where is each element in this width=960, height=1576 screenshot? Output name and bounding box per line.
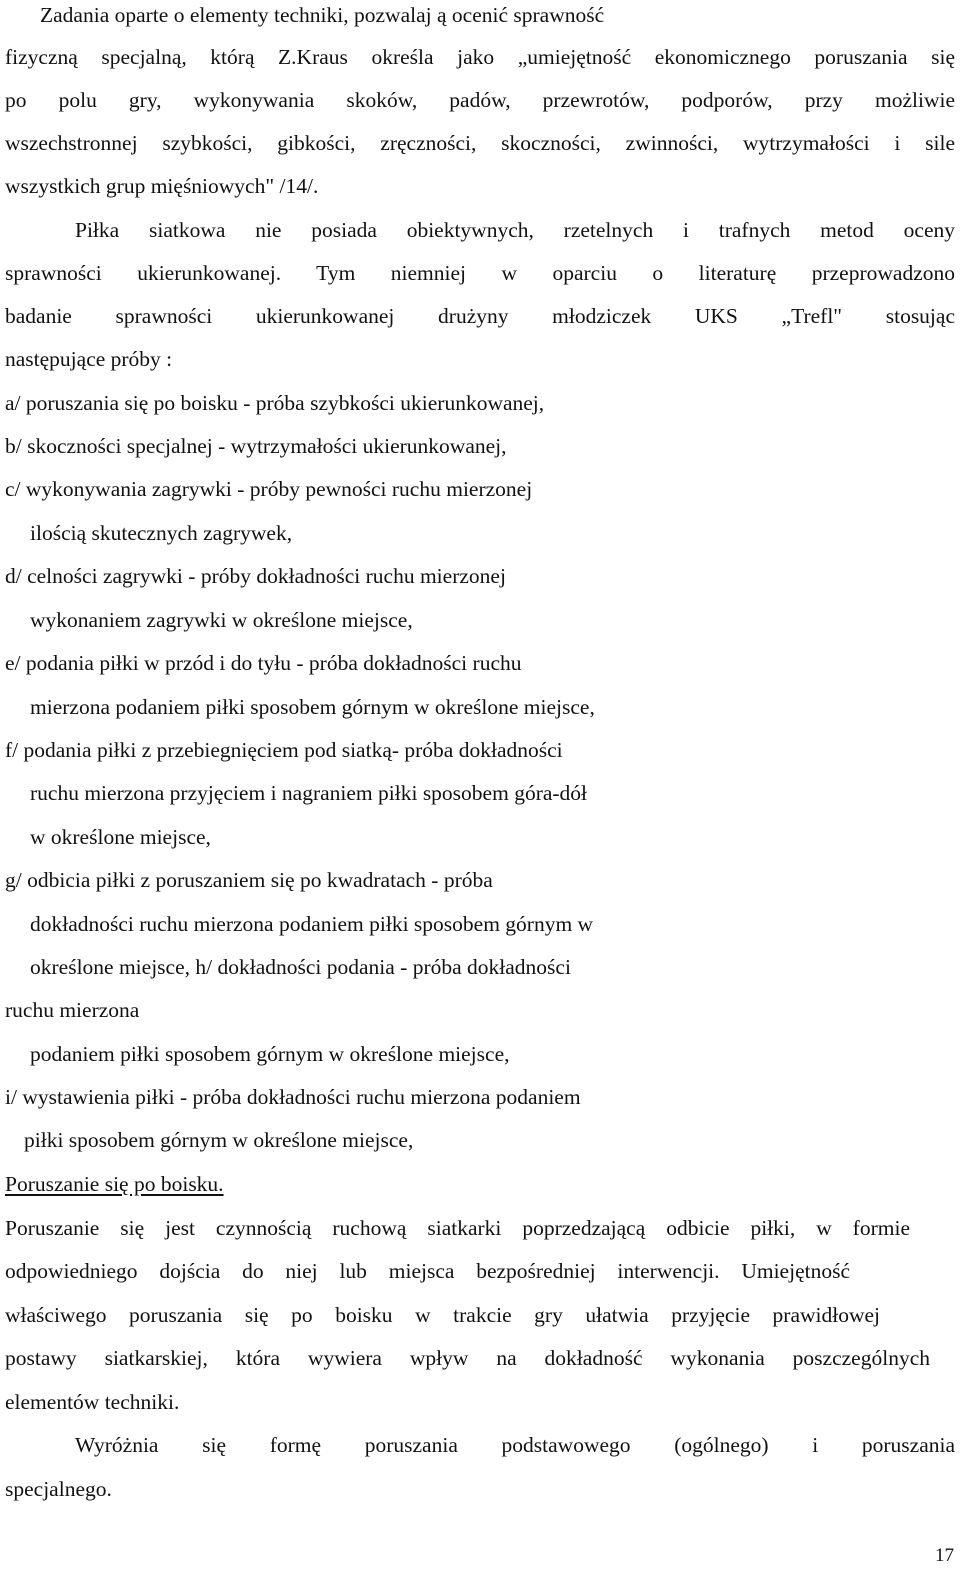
- text-line: c/ wykonywania zagrywki - próby pewności ruchu mierzonej: [5, 477, 533, 501]
- text-line: dokładności ruchu mierzona podaniem piłki sposobem górnym w: [30, 912, 594, 936]
- text-line: właściwego poruszania się po boisku w trakcie gry ułatwia przyjęcie prawidłowej: [5, 1303, 880, 1327]
- text-line: d/ celności zagrywki - próby dokładności ruchu mierzonej: [5, 564, 506, 588]
- text-line: określone miejsce, h/ dokładności podania - próba dokładności: [30, 955, 571, 979]
- text-line: wszystkich grup mięśniowych" /14/.: [5, 174, 319, 198]
- text-line: ilością skutecznych zagrywek,: [30, 521, 293, 545]
- text-line: ruchu mierzona: [5, 998, 140, 1022]
- text-line: Piłka siatkowa nie posiada obiektywnych, rzetelnych i trafnych metod oceny: [75, 218, 955, 242]
- text-line: badanie sprawności ukierunkowanej drużyny młodziczek UKS „Trefl" stosując: [5, 304, 955, 328]
- text-line: podaniem piłki sposobem górnym w określone miejsce,: [30, 1042, 510, 1066]
- text-line: postawy siatkarskiej, która wywiera wpływ na dokładność wykonania poszczególnych: [5, 1346, 930, 1370]
- text-line: specjalnego.: [5, 1477, 112, 1501]
- text-line: w określone miejsce,: [30, 825, 211, 849]
- text-line: wykonaniem zagrywki w określone miejsce,: [30, 608, 413, 632]
- text-line: Zadania oparte o elementy techniki, pozwalaj ą ocenić sprawność: [40, 3, 605, 27]
- text-line: ruchu mierzona przyjęciem i nagraniem piłki sposobem góra-dół: [30, 781, 588, 805]
- text-line: następujące próby :: [5, 347, 173, 371]
- text-line: sprawności ukierunkowanej. Tym niemniej w oparciu o literaturę przeprowadzono: [5, 261, 955, 285]
- text-line: po polu gry, wykonywania skoków, padów, przewrotów, podporów, przy możliwie: [5, 88, 955, 112]
- text-line: wszechstronnej szybkości, gibkości, zręczności, skoczności, zwinności, wytrzymałości i sile: [5, 131, 955, 155]
- text-line: elementów techniki.: [5, 1390, 180, 1414]
- text-line: Poruszanie się jest czynnością ruchową siatkarki poprzedzającą odbicie piłki, w formie: [5, 1216, 910, 1240]
- text-line: f/ podania piłki z przebiegnięciem pod siatką- próba dokładności: [5, 738, 563, 762]
- text-line: fizyczną specjalną, którą Z.Kraus określa jako „umiejętność ekonomicznego poruszania się: [5, 45, 955, 69]
- section-heading: Poruszanie się po boisku.: [5, 1172, 224, 1196]
- text-line: a/ poruszania się po boisku - próba szybkości ukierunkowanej,: [5, 391, 545, 415]
- text-line: mierzona podaniem piłki sposobem górnym w określone miejsce,: [30, 695, 595, 719]
- text-line: b/ skoczności specjalnej - wytrzymałości ukierunkowanej,: [5, 434, 507, 458]
- text-line: odpowiedniego dojścia do niej lub miejsca bezpośredniej interwencji. Umiejętność: [5, 1259, 850, 1283]
- text-line: i/ wystawienia piłki - próba dokładności ruchu mierzona podaniem: [5, 1085, 581, 1109]
- text-line: g/ odbicia piłki z poruszaniem się po kwadratach - próba: [5, 868, 493, 892]
- text-line: Wyróżnia się formę poruszania podstawowego (ogólnego) i poruszania: [75, 1433, 955, 1457]
- page-number: 17: [935, 1545, 954, 1566]
- text-line: piłki sposobem górnym w określone miejsce,: [24, 1128, 414, 1152]
- text-line: e/ podania piłki w przód i do tyłu - próba dokładności ruchu: [5, 651, 522, 675]
